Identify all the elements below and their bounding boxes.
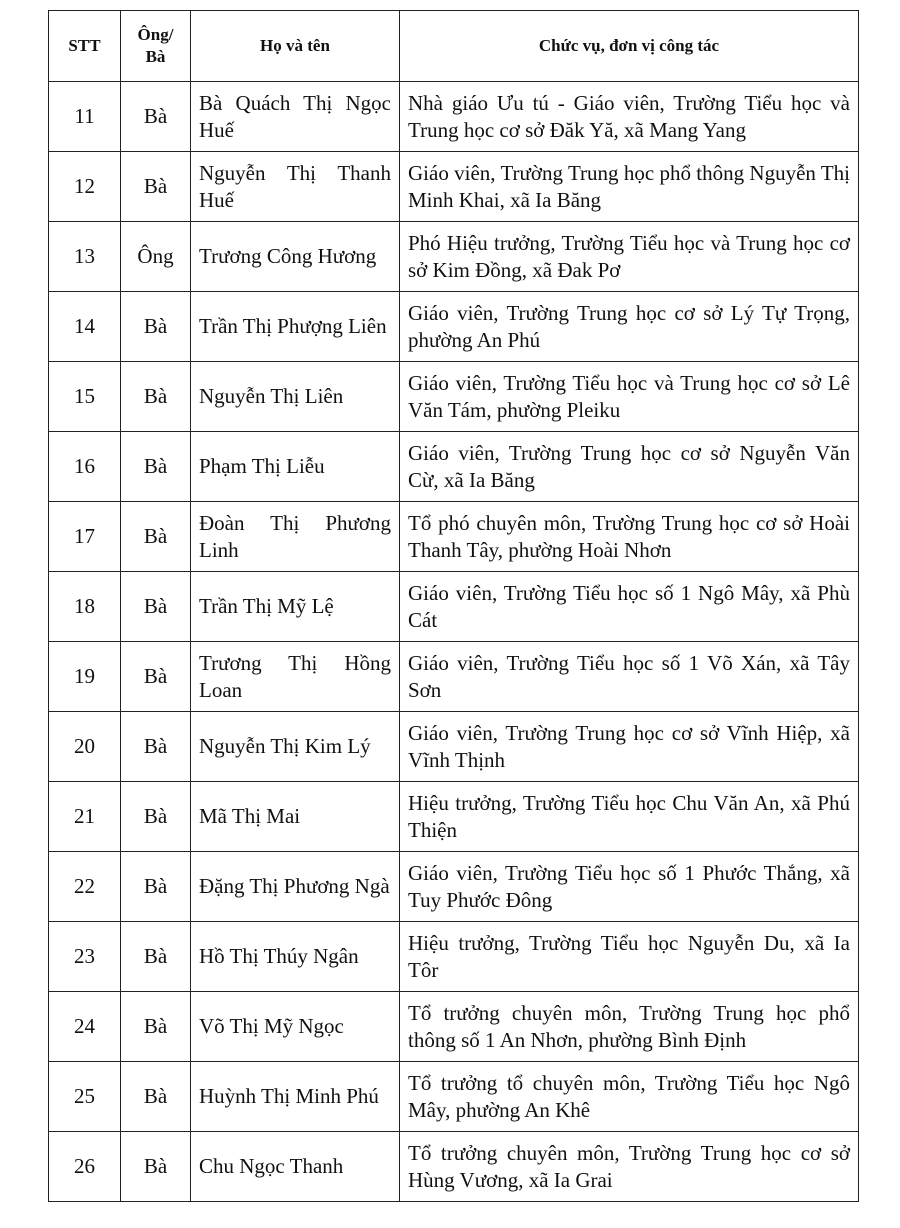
row-name: Huỳnh Thị Minh Phú (191, 1062, 400, 1132)
row-number: 22 (49, 852, 121, 922)
row-name: Trần Thị Mỹ Lệ (191, 572, 400, 642)
row-name: Bà Quách Thị Ngọc Huế (191, 82, 400, 152)
row-number: 18 (49, 572, 121, 642)
row-unit: Giáo viên, Trường Trung học phổ thông Nguyễn Thị Minh Khai, xã Ia Băng (400, 152, 859, 222)
row-title: Bà (121, 1132, 191, 1202)
table-row (49, 362, 859, 432)
row-unit: Nhà giáo Ưu tú - Giáo viên, Trường Tiểu học và Trung học cơ sở Đăk Yă, xã Mang Yang (400, 82, 859, 152)
table-row (49, 292, 859, 362)
table-row (49, 782, 859, 852)
row-number: 11 (49, 82, 121, 152)
row-unit: Hiệu trưởng, Trường Tiểu học Chu Văn An, xã Phú Thiện (400, 782, 859, 852)
row-unit: Giáo viên, Trường Tiểu học số 1 Ngô Mây, xã Phù Cát (400, 572, 859, 642)
row-number: 13 (49, 222, 121, 292)
row-unit: Giáo viên, Trường Tiểu học và Trung học cơ sở Lê Văn Tám, phường Pleiku (400, 362, 859, 432)
table-row (49, 152, 859, 222)
row-unit: Giáo viên, Trường Trung học cơ sở Nguyễn Văn Cừ, xã Ia Băng (400, 432, 859, 502)
row-number: 16 (49, 432, 121, 502)
row-number: 25 (49, 1062, 121, 1132)
table-row (49, 1062, 859, 1132)
table-row (49, 642, 859, 712)
table-row (49, 712, 859, 782)
personnel-table (48, 10, 859, 1202)
row-title: Bà (121, 922, 191, 992)
row-unit: Giáo viên, Trường Tiểu học số 1 Võ Xán, xã Tây Sơn (400, 642, 859, 712)
row-name: Phạm Thị Liễu (191, 432, 400, 502)
table-row (49, 992, 859, 1062)
row-name: Đặng Thị Phương Ngà (191, 852, 400, 922)
header-name: Họ và tên (191, 11, 400, 82)
row-name: Võ Thị Mỹ Ngọc (191, 992, 400, 1062)
row-name: Đoàn Thị Phương Linh (191, 502, 400, 572)
row-number: 20 (49, 712, 121, 782)
row-name: Hồ Thị Thúy Ngân (191, 922, 400, 992)
table-row (49, 572, 859, 642)
row-name: Nguyễn Thị Kim Lý (191, 712, 400, 782)
row-title: Bà (121, 572, 191, 642)
table-row (49, 502, 859, 572)
row-title: Bà (121, 852, 191, 922)
row-title: Bà (121, 642, 191, 712)
row-unit: Giáo viên, Trường Trung học cơ sở Lý Tự Trọng, phường An Phú (400, 292, 859, 362)
row-number: 26 (49, 1132, 121, 1202)
row-number: 17 (49, 502, 121, 572)
table-row (49, 852, 859, 922)
table-row (49, 922, 859, 992)
row-number: 12 (49, 152, 121, 222)
row-unit: Phó Hiệu trưởng, Trường Tiểu học và Trung học cơ sở Kim Đồng, xã Đak Pơ (400, 222, 859, 292)
row-name: Nguyễn Thị Thanh Huế (191, 152, 400, 222)
row-title: Bà (121, 152, 191, 222)
row-name: Trương Thị Hồng Loan (191, 642, 400, 712)
row-title: Bà (121, 712, 191, 782)
row-unit: Giáo viên, Trường Trung học cơ sở Vĩnh Hiệp, xã Vĩnh Thịnh (400, 712, 859, 782)
header-row (49, 11, 859, 82)
row-title: Bà (121, 1062, 191, 1132)
row-title: Bà (121, 502, 191, 572)
row-title: Bà (121, 362, 191, 432)
table-row (49, 222, 859, 292)
row-name: Trần Thị Phượng Liên (191, 292, 400, 362)
row-name: Mã Thị Mai (191, 782, 400, 852)
row-title: Bà (121, 782, 191, 852)
table-row (49, 82, 859, 152)
row-number: 21 (49, 782, 121, 852)
table-body (49, 82, 859, 1202)
row-name: Chu Ngọc Thanh (191, 1132, 400, 1202)
row-unit: Giáo viên, Trường Tiểu học số 1 Phước Thắng, xã Tuy Phước Đông (400, 852, 859, 922)
row-unit: Tổ phó chuyên môn, Trường Trung học cơ sở Hoài Thanh Tây, phường Hoài Nhơn (400, 502, 859, 572)
row-number: 24 (49, 992, 121, 1062)
row-unit: Tổ trưởng tổ chuyên môn, Trường Tiểu học Ngô Mây, phường An Khê (400, 1062, 859, 1132)
row-number: 15 (49, 362, 121, 432)
table-row (49, 1132, 859, 1202)
row-title: Ông (121, 222, 191, 292)
row-unit: Tổ trưởng chuyên môn, Trường Trung học phổ thông số 1 An Nhơn, phường Bình Định (400, 992, 859, 1062)
header-unit: Chức vụ, đơn vị công tác (400, 11, 859, 82)
row-number: 19 (49, 642, 121, 712)
row-name: Nguyễn Thị Liên (191, 362, 400, 432)
row-title: Bà (121, 992, 191, 1062)
row-title: Bà (121, 292, 191, 362)
row-unit: Tổ trưởng chuyên môn, Trường Trung học cơ sở Hùng Vương, xã Ia Grai (400, 1132, 859, 1202)
table-row (49, 432, 859, 502)
row-name: Trương Công Hương (191, 222, 400, 292)
row-unit: Hiệu trưởng, Trường Tiểu học Nguyễn Du, xã Ia Tôr (400, 922, 859, 992)
header-title: Ông/ Bà (121, 11, 191, 82)
header-stt: STT (49, 11, 121, 82)
row-number: 14 (49, 292, 121, 362)
row-title: Bà (121, 82, 191, 152)
row-title: Bà (121, 432, 191, 502)
row-number: 23 (49, 922, 121, 992)
